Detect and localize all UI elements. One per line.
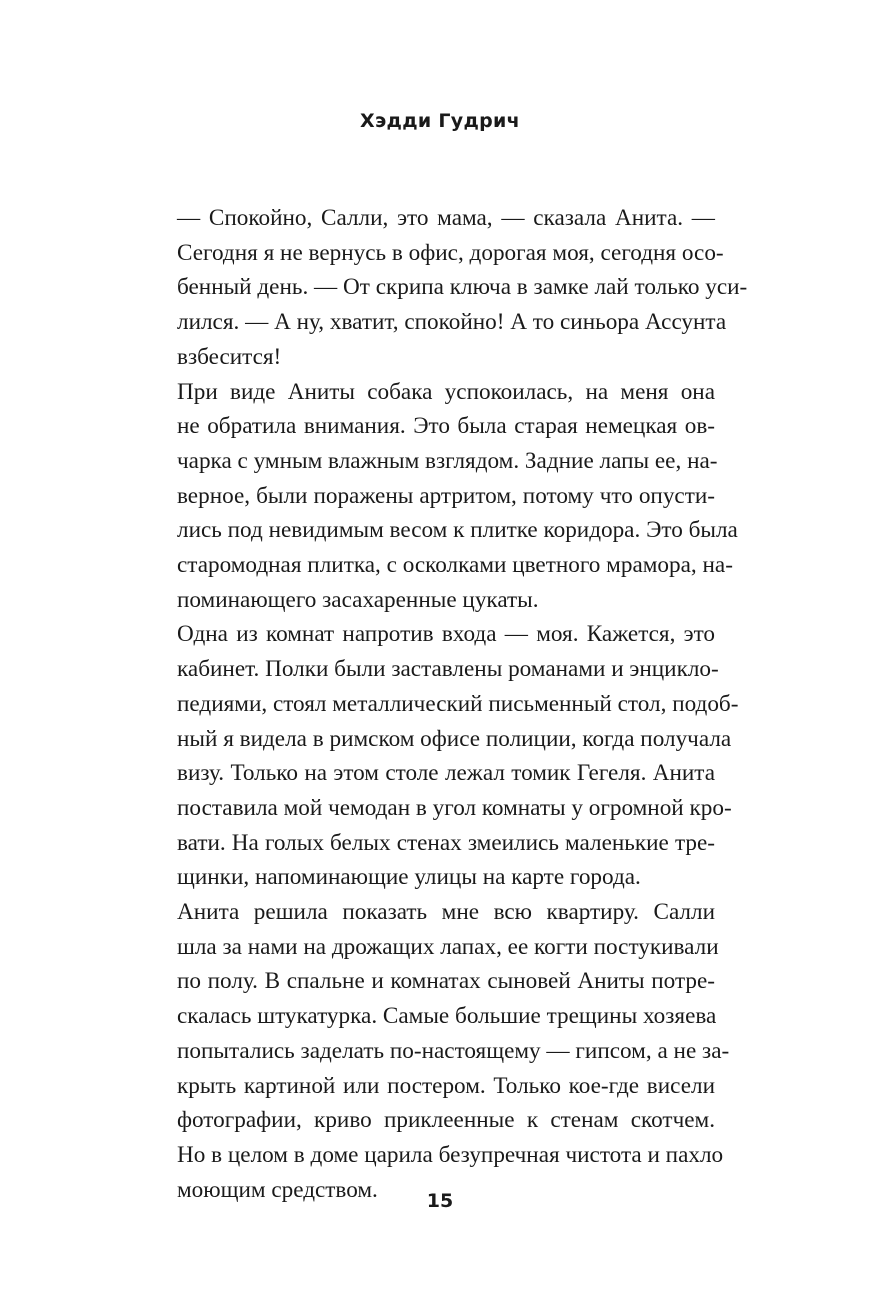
text-line: поминающего засахаренные цукаты. — [177, 586, 539, 613]
paragraph — [136, 895, 730, 1207]
text-line: педиями, стоял металлический письменный стол, подоб- — [177, 690, 739, 717]
text-line: ный я видела в римском офисе полиции, когда получала — [177, 725, 732, 752]
paragraph — [136, 375, 738, 618]
text-line: бенный день. — От скрипа ключа в замке лай только уси- — [177, 274, 748, 301]
text-line: визу. Только на этом столе лежал томик Гегеля. Анита — [177, 760, 715, 787]
text-line: шла за нами на дрожащих лапах, ее когти постукивали — [177, 933, 719, 960]
text-line: кабинет. Полки были заставлены романами и энцикло- — [177, 656, 719, 683]
text-line: скалась штукатурка. Самые большие трещины хозяева — [177, 1003, 717, 1030]
text-line: поставила мой чемодан в угол комнаты у огромной кро- — [177, 794, 732, 821]
page-number: 15 — [426, 1190, 454, 1212]
paragraph — [136, 201, 748, 375]
text-line: щинки, напоминающие улицы на карте города. — [177, 864, 641, 891]
text-line: не обратила внимания. Это была старая немецкая ов- — [177, 413, 715, 440]
text-line: Анита решила показать мне всю квартиру. Салли — [177, 899, 715, 926]
paragraph — [136, 617, 739, 895]
text-line: взбесится! — [177, 343, 282, 370]
body-text — [136, 201, 748, 1207]
running-title: Хэдди Гудрич — [360, 110, 520, 132]
text-line: фотографии, криво приклеенные к стенам скотчем. — [177, 1107, 715, 1134]
text-line: по полу. В спальне и комнатах сыновей Аниты потре- — [177, 968, 715, 995]
text-line: вати. На голых белых стенах змеились маленькие тре- — [177, 829, 715, 856]
text-line: моющим средством. — [177, 1176, 378, 1203]
text-line: лись под невидимым весом к плитке коридора. Это была — [177, 517, 738, 544]
text-line: крыть картиной или постером. Только кое-где висели — [177, 1072, 715, 1099]
text-line: Сегодня я не вернусь в офис, дорогая моя, сегодня осо- — [177, 239, 724, 266]
text-line: Но в целом в доме царила безупречная чистота и пахло — [177, 1141, 724, 1168]
text-line: чарка с умным влажным взглядом. Задние лапы ее, на- — [177, 447, 718, 474]
text-line: верное, были поражены артритом, потому что опусти- — [177, 482, 715, 509]
text-line: Одна из комнат напротив входа — моя. Кажется, это — [177, 621, 715, 648]
text-line: попытались заделать по-настоящему — гипсом, а не за- — [177, 1037, 730, 1064]
text-line: При виде Аниты собака успокоилась, на меня она — [177, 378, 715, 405]
text-line: лился. — А ну, хватит, спокойно! А то синьора Ассунта — [177, 309, 727, 336]
text-line: — Спокойно, Салли, это мама, — сказала Анита. — — [177, 205, 715, 231]
text-line: старомодная плитка, с осколками цветного мрамора, на- — [177, 552, 733, 579]
